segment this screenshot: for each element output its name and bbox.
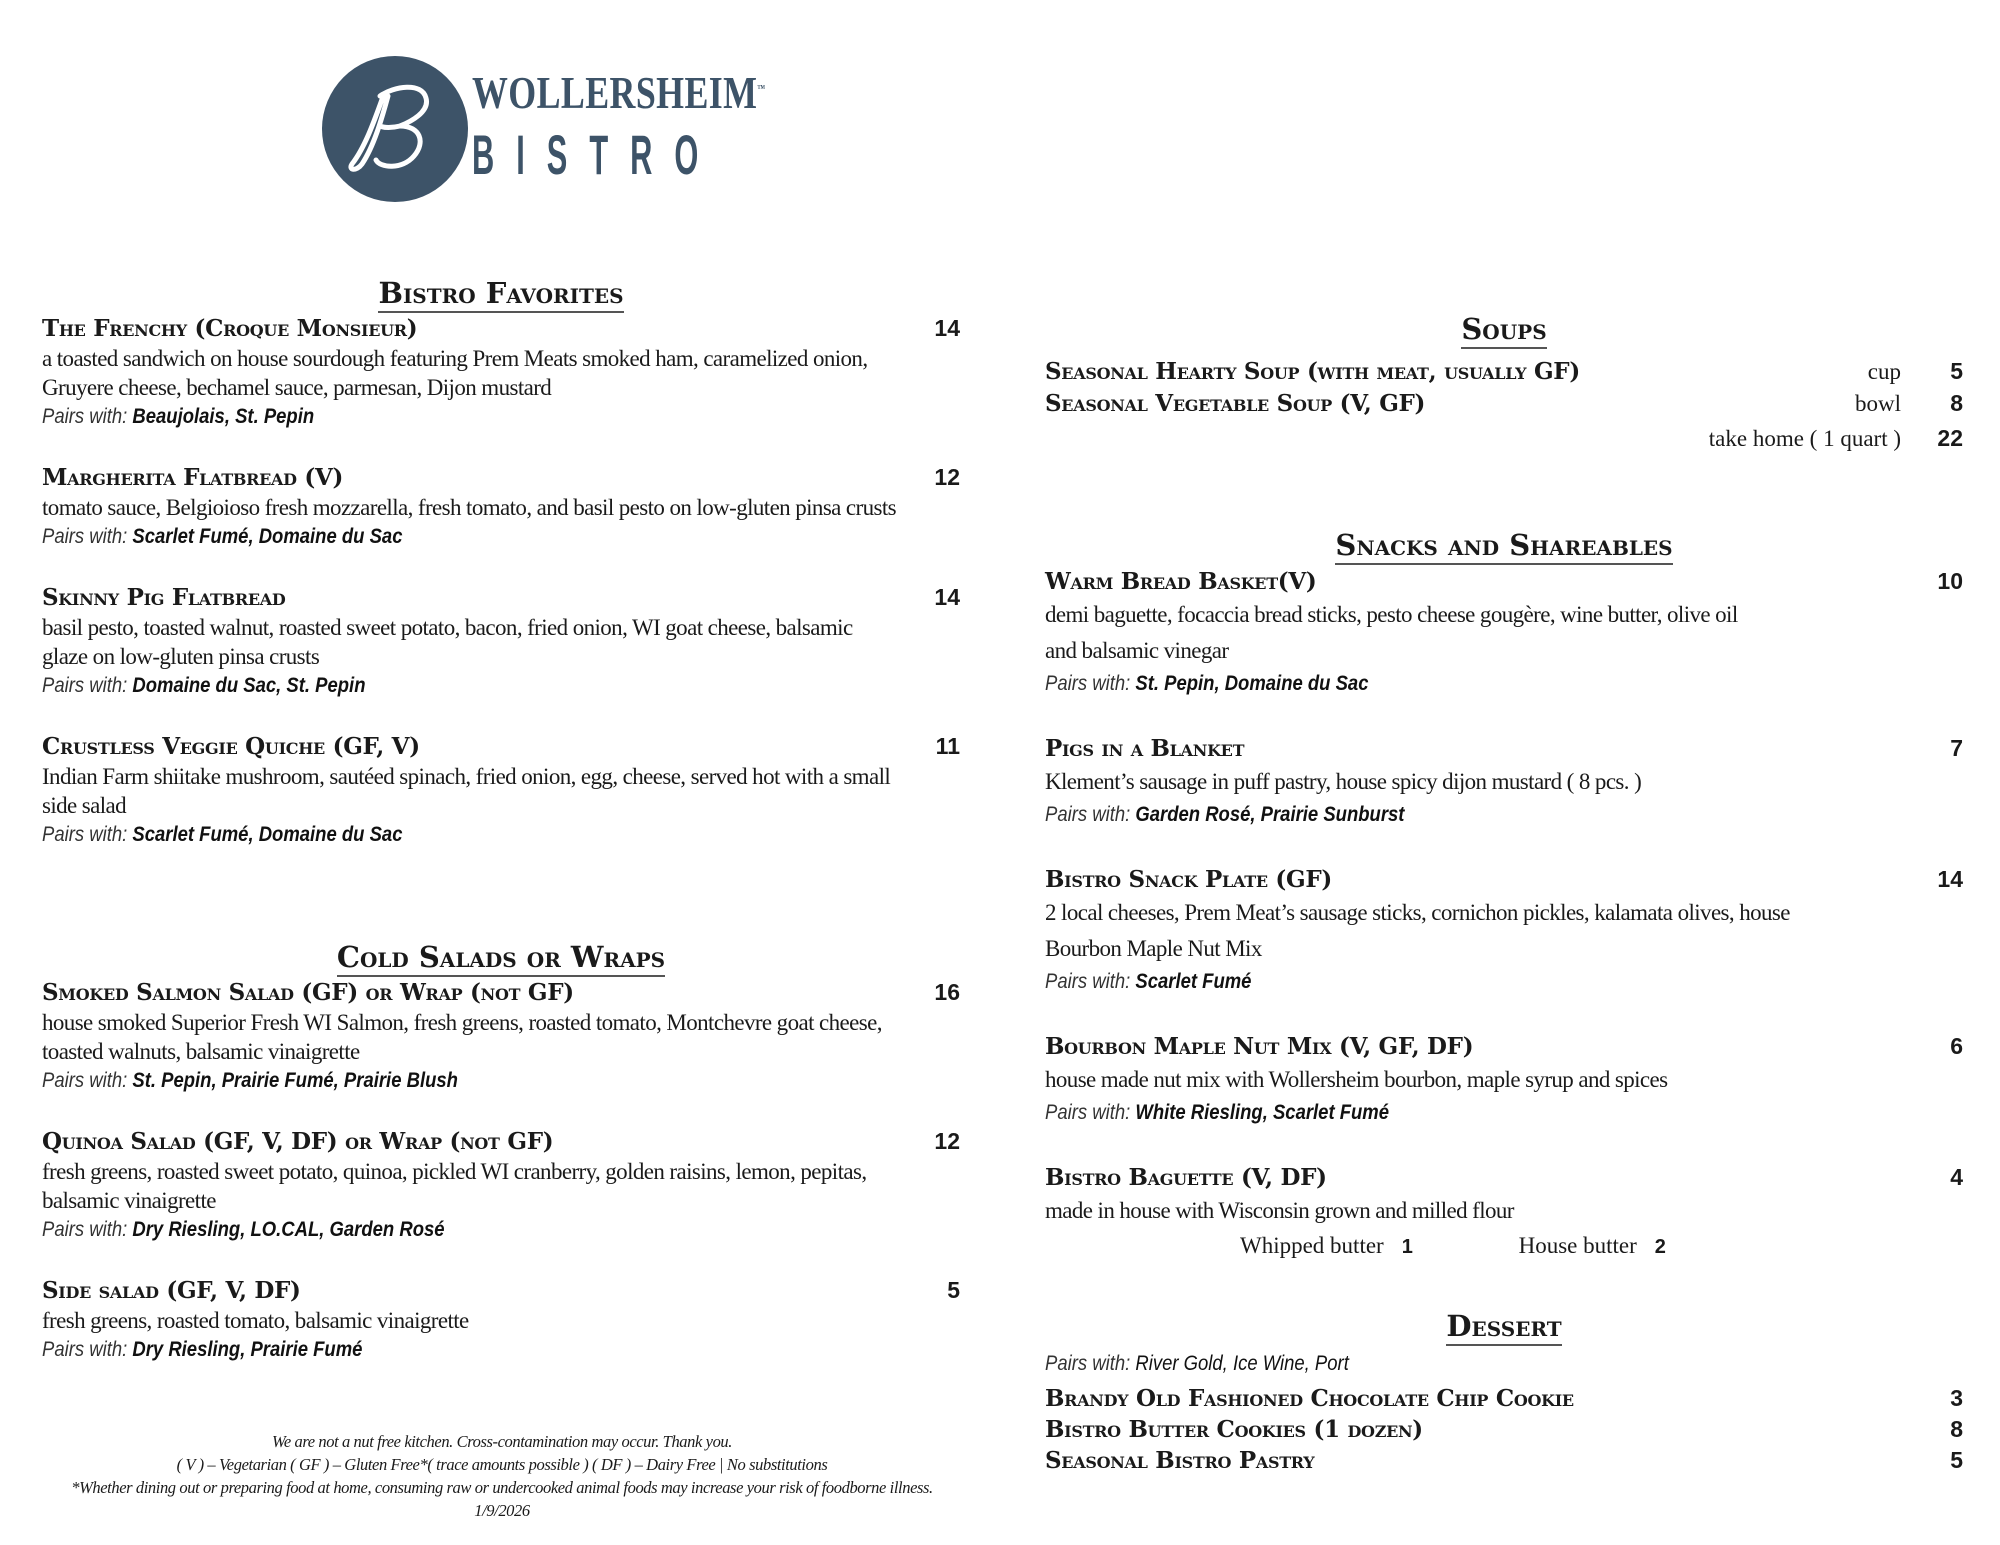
section-title-soups: Soups [1045, 310, 1963, 348]
section-title-dessert: Dessert [1045, 1307, 1963, 1345]
wine-pairing: Pairs with: St. Pepin, Prairie Fumé, Prairie Blush [42, 1069, 458, 1092]
item-description: basil pesto, toasted walnut, roasted sweet potato, bacon, fried onion, WI goat cheese, balsamic glaze on low-gluten pinsa crusts [42, 615, 853, 669]
item-description: house made nut mix with Wollersheim bourbon, maple syrup and spices [1045, 1067, 1668, 1092]
wine-pairing: Pairs with: Scarlet Fumé, Domaine du Sac [42, 525, 403, 548]
item-price: 5 [1950, 358, 1963, 384]
butter-label: Whipped butter [1240, 1233, 1384, 1258]
butter-options [1045, 1229, 1963, 1263]
item-price: 8 [1950, 390, 1963, 416]
menu-item [1045, 1445, 1963, 1476]
soup-row [1045, 388, 1963, 420]
item-description: a toasted sandwich on house sourdough featuring Prem Meats smoked ham, caramelized onion, Gruyere cheese, bechamel sauce, parmesan, Dijon mustard [42, 346, 868, 400]
menu-item [42, 731, 960, 850]
item-name: Margherita Flatbread (V) [42, 464, 344, 491]
menu-item [42, 1126, 960, 1245]
menu-item [1045, 1383, 1963, 1414]
item-name: Seasonal Bistro Pastry [1045, 1447, 1315, 1474]
item-price: 7 [1950, 735, 1963, 761]
section-title-salads: Cold Salads or Wraps [42, 938, 960, 976]
section-title-snacks: Snacks and Shareables [1045, 526, 1963, 564]
diet-legend: ( V ) – Vegetarian ( GF ) – Gluten Free*( trace amounts possible ) ( DF ) – Dairy Free | No substitutions [176, 1455, 828, 1474]
item-name: Quinoa Salad (GF, V, DF) or Wrap (not GF) [42, 1128, 554, 1155]
wine-pairing: Pairs with: Domaine du Sac, St. Pepin [42, 674, 366, 697]
butter-price: 2 [1654, 1236, 1666, 1258]
wine-pairing: Pairs with: Dry Riesling, Prairie Fumé [42, 1338, 363, 1361]
soups-list [1045, 356, 1963, 458]
item-price: 14 [934, 584, 960, 610]
menu-item [42, 1275, 960, 1365]
bistro-logo [322, 56, 766, 206]
wine-pairing: Pairs with: St. Pepin, Domaine du Sac [1045, 672, 1369, 695]
wine-pairing: Pairs with: Dry Riesling, LO.CAL, Garden Rosé [42, 1218, 445, 1241]
item-price: 6 [1950, 1033, 1963, 1059]
item-name: Bistro Butter Cookies (1 dozen) [1045, 1416, 1423, 1443]
menu-item [42, 313, 960, 432]
item-description: made in house with Wisconsin grown and milled flour [1045, 1198, 1514, 1223]
item-price: 12 [934, 464, 960, 490]
soup-row [1045, 420, 1963, 458]
monogram-b-icon [322, 56, 468, 202]
item-description: Klement’s sausage in puff pastry, house spicy dijon mustard ( 8 pcs. ) [1045, 769, 1642, 794]
logo-subtitle: BISTRO [472, 123, 721, 186]
butter-label: House butter [1518, 1233, 1637, 1258]
logo-wordmark: WOLLERSHEIM™ [472, 67, 766, 118]
item-name: Warm Bread Basket(V) [1045, 568, 1317, 595]
right-column [1045, 310, 1963, 1476]
item-description: 2 local cheeses, Prem Meat’s sausage sticks, cornichon pickles, kalamata olives, house Bourbon Maple Nut Mix [1045, 900, 1790, 961]
item-name: Bistro Snack Plate (GF) [1045, 866, 1332, 893]
item-name: Bourbon Maple Nut Mix (V, GF, DF) [1045, 1033, 1474, 1060]
menu-item [1045, 864, 1963, 997]
wine-pairing: Pairs with: Scarlet Fumé [1045, 970, 1252, 993]
item-description: house smoked Superior Fresh WI Salmon, fresh greens, roasted tomato, Montchevre goat cheese, toasted walnuts, balsamic vinaigrette [42, 1010, 882, 1064]
menu-item [1045, 1414, 1963, 1445]
item-name: Side salad (GF, V, DF) [42, 1277, 301, 1304]
item-name: The Frenchy (Croque Monsieur) [42, 315, 418, 342]
item-price: 5 [947, 1277, 960, 1303]
item-name: Bistro Baguette (V, DF) [1045, 1164, 1327, 1191]
item-name: Smoked Salmon Salad (GF) or Wrap (not GF) [42, 979, 574, 1006]
butter-price: 1 [1401, 1236, 1413, 1258]
item-price: 11 [935, 733, 960, 759]
size-label: take home ( 1 quart ) [1708, 426, 1901, 451]
item-price: 10 [1937, 568, 1963, 594]
item-name: Seasonal Vegetable Soup (V, GF) [1045, 390, 1426, 417]
item-price: 4 [1950, 1164, 1963, 1190]
wine-pairing: Pairs with: Beaujolais, St. Pepin [42, 405, 315, 428]
wine-pairing: Pairs with: White Riesling, Scarlet Fumé [1045, 1101, 1390, 1124]
item-description: fresh greens, roasted sweet potato, quinoa, pickled WI cranberry, golden raisins, lemon, pepitas, balsamic vinaigrette [42, 1159, 867, 1213]
item-description: tomato sauce, Belgioioso fresh mozzarella, fresh tomato, and basil pesto on low-gluten pinsa crusts [42, 495, 896, 520]
item-price: 8 [1950, 1416, 1963, 1442]
menu-date: 1/9/2026 [474, 1501, 530, 1520]
size-label: bowl [1855, 391, 1901, 416]
menu-item [1045, 733, 1963, 830]
menu-item [1045, 1162, 1963, 1263]
item-description: Indian Farm shiitake mushroom, sautéed spinach, fried onion, egg, cheese, served hot with a small side salad [42, 764, 891, 818]
menu-footer [42, 1430, 962, 1522]
item-price: 14 [1937, 866, 1963, 892]
item-price: 14 [934, 315, 960, 341]
item-description: fresh greens, roasted tomato, balsamic vinaigrette [42, 1308, 469, 1333]
item-name: Seasonal Hearty Soup (with meat, usually GF) [1045, 358, 1580, 385]
item-price: 16 [934, 979, 960, 1005]
section-title-favorites: Bistro Favorites [42, 274, 960, 312]
menu-item [42, 977, 960, 1096]
item-price: 5 [1950, 1447, 1963, 1473]
item-name: Skinny Pig Flatbread [42, 584, 286, 611]
item-name: Pigs in a Blanket [1045, 735, 1245, 762]
wine-pairing: Pairs with: Scarlet Fumé, Domaine du Sac [42, 823, 403, 846]
wine-pairing: Pairs with: Garden Rosé, Prairie Sunburst [1045, 803, 1405, 826]
item-price: 12 [934, 1128, 960, 1154]
menu-item [42, 582, 960, 701]
soup-row [1045, 356, 1963, 388]
menu-item [42, 462, 960, 552]
size-label: cup [1867, 359, 1901, 384]
nut-disclaimer: We are not a nut free kitchen. Cross-contamination may occur. Thank you. [271, 1432, 732, 1451]
foodborne-warning: *Whether dining out or preparing food at home, consuming raw or undercooked animal foods may increase your risk of foodborne illness. [71, 1478, 933, 1497]
menu-item [1045, 1031, 1963, 1128]
left-column [42, 274, 960, 1365]
item-name: Crustless Veggie Quiche (GF, V) [42, 733, 420, 760]
wine-pairing: Pairs with: River Gold, Ice Wine, Port [1045, 1352, 1349, 1375]
item-price: 22 [1937, 425, 1963, 451]
item-description: demi baguette, focaccia bread sticks, pesto cheese gougère, wine butter, olive oil and balsamic vinegar [1045, 602, 1738, 663]
item-price: 3 [1950, 1385, 1963, 1411]
item-name: Brandy Old Fashioned Chocolate Chip Cookie [1045, 1385, 1574, 1412]
menu-item [1045, 566, 1963, 699]
